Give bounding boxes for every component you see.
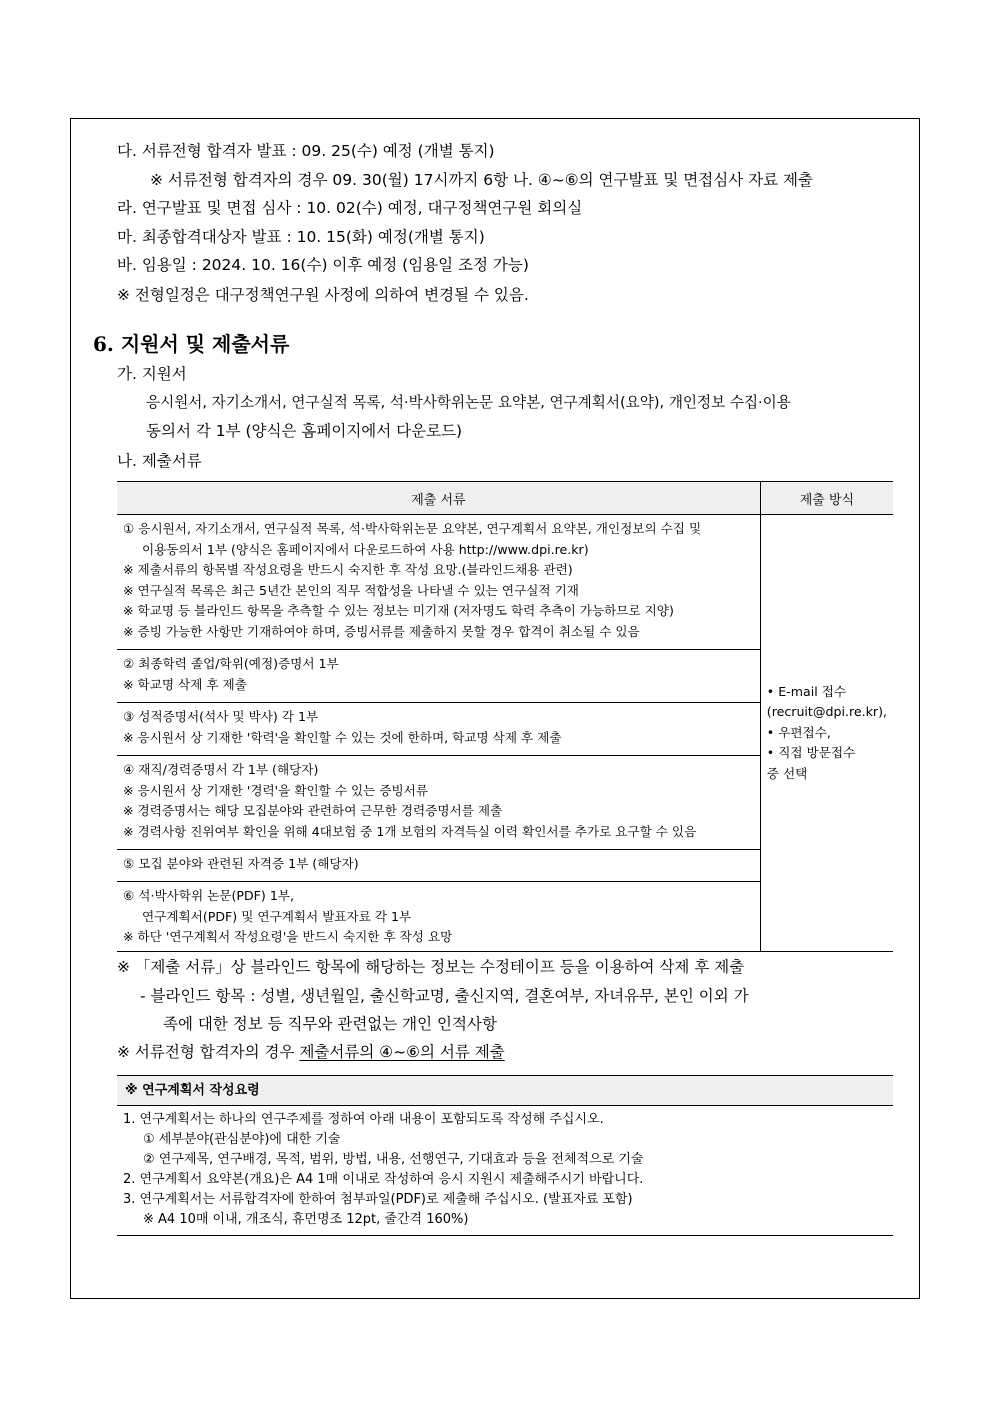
section-title: 6. 지원서 및 제출서류 bbox=[93, 332, 290, 356]
method-line5: 중 선택 bbox=[766, 765, 808, 781]
row4-line4: ※ 경력사항 진위여부 확인을 위해 4대보험 중 1개 보험의 자격득실 이력 확인서를 추가로 요구할 수 있음 bbox=[123, 823, 697, 839]
row6-line2: 연구계획서(PDF) 및 연구계획서 발표자료 각 1부 bbox=[142, 908, 412, 924]
table-header-row bbox=[117, 482, 893, 515]
row3-line2: ※ 응시원서 상 기재한 '학력'을 확인할 수 있는 것에 한하며, 학교명 삭제 후 제출 bbox=[123, 729, 562, 745]
row4-line3: ※ 경력증명서는 해당 모집분야와 관련하여 근무한 경력증명서를 제출 bbox=[123, 803, 503, 818]
application-label: 가. 지원서 bbox=[117, 365, 187, 383]
row3-line1: ③ 성적증명서(석사 및 박사) 각 1부 bbox=[123, 709, 319, 724]
header-documents: 제출 서류 bbox=[117, 482, 760, 515]
method-line4: • 직접 방문접수 bbox=[766, 745, 856, 760]
passer-note-prefix: ※ 서류전형 합격자의 경우 bbox=[117, 1043, 300, 1061]
submission-method-cell bbox=[760, 515, 893, 952]
row4-line2: ※ 응시원서 상 기재한 '경력'을 확인할 수 있는 증빙서류 bbox=[123, 782, 428, 798]
row1-line5: ※ 학교명 등 블라인드 항목을 추측할 수 있는 정보는 미기재 (저자명도 학력 추측이 가능하므로 지양) bbox=[123, 603, 674, 618]
guide-line3: ② 연구제목, 연구배경, 목적, 범위, 방법, 내용, 선행연구, 기대효과 등을 전체적으로 기술 bbox=[143, 1152, 644, 1167]
row1-line1: ① 응시원서, 자기소개서, 연구실적 목록, 석·박사학위논문 요약본, 연구계획서 요약본, 개인정보의 수집 및 bbox=[123, 521, 702, 536]
documents-table bbox=[117, 481, 893, 952]
blind-note: ※ 「제출 서류」상 블라인드 항목에 해당하는 정보는 수정테이프 등을 이용하여 삭제 후 제출 bbox=[117, 958, 745, 976]
guide-line6: ※ A4 10매 이내, 개조식, 휴먼명조 12pt, 줄간격 160%) bbox=[143, 1212, 469, 1227]
passer-note bbox=[117, 1042, 505, 1062]
row1-line2: 이용동의서 1부 (양식은 홈페이지에서 다운로드하여 사용 http://www.dpi.re.kr) bbox=[142, 541, 589, 557]
schedule-da: 다. 서류전형 합격자 발표 : 09. 25(수) 예정 (개별 통지) bbox=[117, 142, 495, 160]
schedule-ma: 마. 최종합격대상자 발표 : 10. 15(화) 예정(개별 통지) bbox=[117, 228, 485, 246]
guide-line5: 3. 연구계획서는 서류합격자에 한하여 첨부파일(PDF)로 제출해 주십시오. (발표자료 포함) bbox=[123, 1192, 633, 1207]
row1-line4: ※ 연구실적 목록은 최근 5년간 본인의 직무 적합성을 나타낼 수 있는 연구실적 기재 bbox=[123, 582, 579, 598]
row6-line1: ⑥ 석·박사학위 논문(PDF) 1부, bbox=[123, 888, 295, 903]
schedule-note: ※ 전형일정은 대구정책연구원 사정에 의하여 변경될 수 있음. bbox=[117, 286, 529, 304]
row4-line1: ④ 재직/경력증명서 각 1부 (해당자) bbox=[123, 762, 319, 777]
method-line3: • 우편접수, bbox=[766, 724, 831, 740]
row6-line3: ※ 하단 '연구계획서 작성요령'을 반드시 숙지한 후 작성 요망 bbox=[123, 929, 453, 944]
schedule-da-note: ※ 서류전형 합격자의 경우 09. 30(월) 17시까지 6항 나. ④~⑥의 연구발표 및 면접심사 자료 제출 bbox=[150, 171, 813, 189]
row1-line3: ※ 제출서류의 항목별 작성요령을 반드시 숙지한 후 작성 요망.(블라인드채용 관련) bbox=[123, 562, 573, 577]
row1-line6: ※ 증빙 가능한 사항만 기재하여야 하며, 증빙서류를 제출하지 못할 경우 합격이 취소될 수 있음 bbox=[123, 623, 640, 639]
guide-line1: 1. 연구계획서는 하나의 연구주제를 정하여 아래 내용이 포함되도록 작성해 주십시오. bbox=[123, 1112, 604, 1127]
blind-items-line1: - 블라인드 항목 : 성별, 생년월일, 출신학교명, 출신지역, 결혼여부, 자녀유무, 본인 이외 가 bbox=[140, 987, 749, 1005]
guide-body bbox=[117, 1110, 893, 1236]
table-row bbox=[117, 515, 893, 650]
application-text-1: 응시원서, 자기소개서, 연구실적 목록, 석·박사학위논문 요약본, 연구계획서(요약), 개인정보 수집·이용 bbox=[146, 394, 791, 411]
method-line2: (recruit@dpi.re.kr), bbox=[766, 704, 887, 719]
row2-line1: ② 최종학력 졸업/학위(예정)증명서 1부 bbox=[123, 656, 339, 671]
passer-note-emphasis: 제출서류의 ④~⑥의 서류 제출 bbox=[299, 1043, 505, 1061]
schedule-ba: 바. 임용일 : 2024. 10. 16(수) 이후 예정 (임용일 조정 가능) bbox=[117, 256, 529, 274]
row2-line2: ※ 학교명 삭제 후 제출 bbox=[123, 676, 247, 692]
guide-title: ※ 연구계획서 작성요령 bbox=[117, 1075, 893, 1106]
guide-line4: 2. 연구계획서 요약본(개요)은 A4 1매 이내로 작성하여 응시 지원시 제출해주시기 바랍니다. bbox=[123, 1172, 644, 1187]
method-line1: • E-mail 접수 bbox=[766, 683, 847, 699]
header-method: 제출 방식 bbox=[760, 482, 893, 515]
application-text-2: 동의서 각 1부 (양식은 홈페이지에서 다운로드) bbox=[146, 422, 463, 440]
documents-label: 나. 제출서류 bbox=[117, 452, 202, 470]
blind-items-line2: 족에 대한 정보 등 직무와 관련없는 개인 인적사항 bbox=[163, 1015, 497, 1033]
schedule-ra: 라. 연구발표 및 면접 심사 : 10. 02(수) 예정, 대구정책연구원 회의실 bbox=[117, 199, 583, 217]
guide-line2: ① 세부분야(관심분야)에 대한 기술 bbox=[143, 1132, 341, 1147]
row5-line1: ⑤ 모집 분야와 관련된 자격증 1부 (해당자) bbox=[123, 856, 359, 871]
